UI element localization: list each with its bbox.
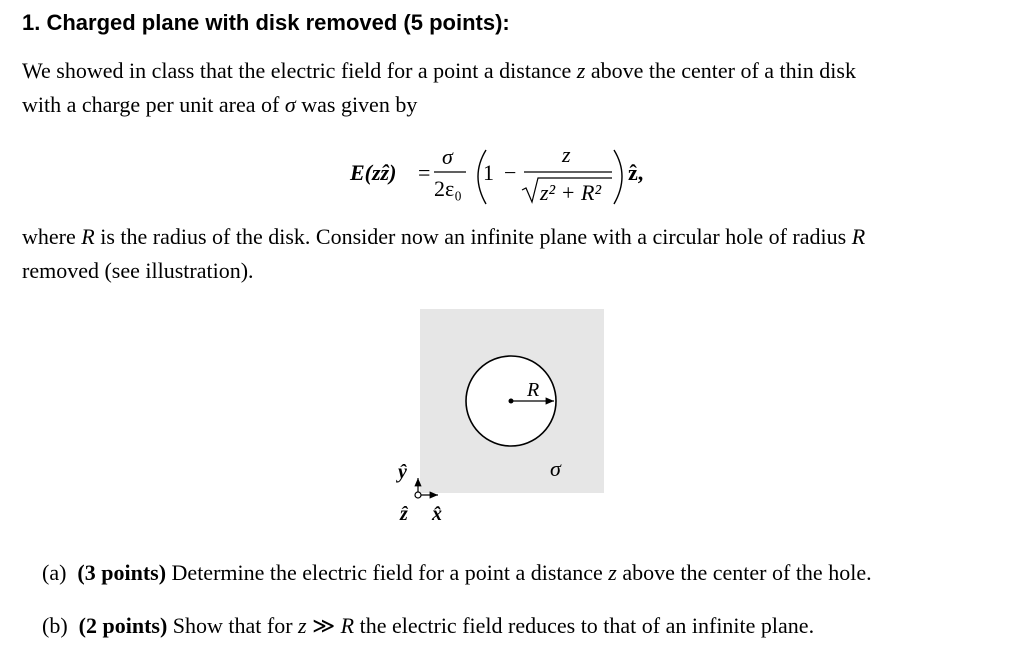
equation-equals: = xyxy=(418,160,431,185)
equation-lhs: E(zẑ) xyxy=(350,160,397,185)
intro-text-1b: above the center of a thin disk xyxy=(585,58,856,83)
equation-minus: − xyxy=(504,160,517,185)
question-b-text-2: the electric field reduces to that of an infinite plane. xyxy=(354,613,815,638)
question-b-text-1: Show that for xyxy=(167,613,299,638)
radius-label: R xyxy=(527,379,540,401)
after-paragraph xyxy=(22,220,1012,288)
equation-frac1-den: 2ε₀ xyxy=(434,176,462,201)
question-a-prefix: (a) xyxy=(42,560,67,585)
y-axis-label: ŷ xyxy=(398,461,407,483)
question-a-points: (3 points) xyxy=(77,560,167,585)
z-axis-label: ẑ xyxy=(400,503,408,525)
question-b xyxy=(42,613,814,639)
x-axis-label: x̂ xyxy=(432,503,442,525)
question-b-var-r: R xyxy=(340,613,355,638)
after-text-1a: where xyxy=(22,224,82,249)
equation-unit-vector: ẑ, xyxy=(628,160,644,185)
equation-frac2-den: z² + R² xyxy=(540,180,602,205)
equation-one: 1 xyxy=(483,160,494,185)
after-var-r: R xyxy=(81,224,95,249)
question-a-var-z: z xyxy=(608,560,617,585)
intro-text-2b: was given by xyxy=(295,92,418,117)
sigma-label: σ xyxy=(550,456,561,481)
question-a xyxy=(42,560,872,586)
intro-text-2a: with a charge per unit area of xyxy=(22,92,285,117)
question-a-text-1: Determine the electric field for a point a distance xyxy=(166,560,609,585)
question-b-var-z: z xyxy=(298,613,307,638)
intro-paragraph xyxy=(22,54,1012,122)
z-axis-dot xyxy=(415,492,421,498)
problem-title: 1. Charged plane with disk removed (5 points): xyxy=(22,10,510,35)
after-var-r2: R xyxy=(851,224,866,249)
question-b-gg: ≫ xyxy=(306,613,341,638)
disk-field-equation xyxy=(320,140,720,216)
intro-var-z: z xyxy=(576,58,586,83)
after-text-2: removed (see illustration). xyxy=(22,258,254,283)
question-b-points: (2 points) xyxy=(78,613,168,638)
equation-right-paren xyxy=(614,150,622,204)
intro-var-sigma: σ xyxy=(284,92,296,117)
equation-frac1-num: σ xyxy=(442,144,453,169)
question-a-text-2: above the center of the hole. xyxy=(616,560,872,585)
intro-text-1a: We showed in class that the electric field for a point a distance xyxy=(22,58,577,83)
hole-diagram xyxy=(380,300,620,530)
question-b-prefix: (b) xyxy=(42,613,68,638)
after-text-1b: is the radius of the disk. Consider now an infinite plane with a circular hole of radius xyxy=(94,224,852,249)
equation-frac2-num: z xyxy=(562,142,571,167)
